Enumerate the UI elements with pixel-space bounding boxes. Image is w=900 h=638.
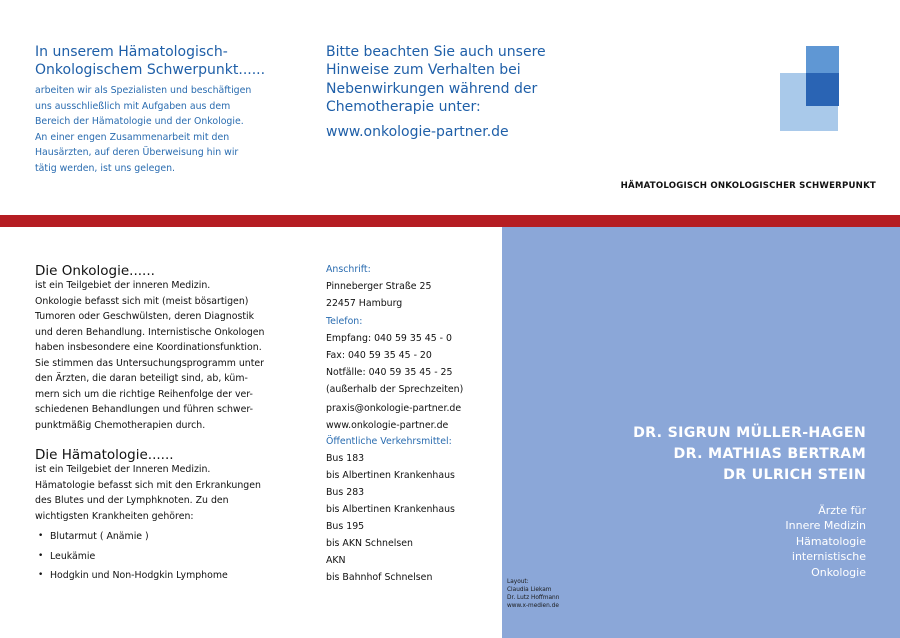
onkologie-line: Sie stimmen das Untersuchungsprogramm unter — [35, 357, 265, 369]
onkologie-line: schiedenen Behandlungen und führen schwer- — [35, 404, 253, 415]
contact-column — [326, 262, 501, 586]
specialty-line: Onkologie — [811, 565, 866, 579]
red-divider-band — [0, 215, 900, 227]
onkologie-heading: Die Onkologie...... — [35, 263, 155, 279]
credit-line: Dr. Lutz Hoffmann — [507, 595, 560, 601]
specialty-list — [640, 503, 866, 580]
specialty-line: internistische — [791, 550, 866, 564]
address-label: Anschrift: — [326, 264, 371, 275]
transit-line: bis Albertinen Krankenhaus — [326, 470, 455, 481]
haematologie-line: wichtigsten Krankheiten gehören: — [35, 510, 194, 522]
credit-line: Layout: — [507, 579, 529, 585]
intro-body-line: Hausärzten, auf deren Überweisung hin wir — [35, 147, 239, 159]
notice-text — [326, 43, 566, 116]
list-item: • Leukämie — [35, 547, 228, 567]
specialty-line: Hämatologie — [795, 534, 866, 548]
transit-label: Öffentliche Verkehrsmittel: — [326, 436, 452, 447]
onkologie-line: punktmäßig Chemotherapien durch. — [35, 419, 206, 431]
website-link[interactable]: www.onkologie-partner.de — [326, 420, 449, 431]
phone-line: Empfang: 040 59 35 45 - 0 — [326, 333, 453, 344]
specialty-line: Innere Medizin — [785, 519, 866, 533]
transit-line: bis Bahnhof Schnelsen — [326, 572, 433, 583]
onkologie-body — [35, 278, 295, 433]
haematologie-line: des Blutes und der Lymphknoten. Zu den — [35, 495, 229, 506]
email-link[interactable]: praxis@onkologie-partner.de — [326, 403, 462, 414]
onkologie-line: und deren Behandlung. Internistische Onkologen — [35, 326, 265, 338]
phone-line: Notfälle: 040 59 35 45 - 25 — [326, 367, 453, 378]
intro-body-line: An einer engen Zusammenarbeit mit den — [35, 131, 230, 143]
transit-line: Bus 195 — [326, 521, 365, 532]
doctor-name: DR. SIGRUN MÜLLER-HAGEN — [633, 425, 866, 441]
logo-square-dark — [806, 73, 839, 106]
notice-line: Hinweise zum Verhalten bei — [326, 62, 521, 79]
tagline: HÄMATOLOGISCH ONKOLOGISCHER SCHWERPUNKT — [620, 181, 876, 191]
phone-label: Telefon: — [326, 316, 363, 327]
onkologie-line: Tumoren oder Geschwülsten, deren Diagnostik — [35, 311, 255, 322]
logo-square-mid — [806, 46, 839, 73]
intro-body-line: uns ausschließlich mit Aufgaben aus dem — [35, 100, 231, 112]
list-item: • Blutarmut ( Anämie ) — [35, 527, 228, 547]
transit-line: bis Albertinen Krankenhaus — [326, 504, 455, 515]
address-line: 22457 Hamburg — [326, 298, 403, 309]
notice-line: Chemotherapie unter: — [326, 98, 481, 115]
intro-body-line: Bereich der Hämatologie und der Onkologie. — [35, 116, 244, 128]
layout-credits — [507, 578, 607, 610]
haematologie-line: Hämatologie befasst sich mit den Erkrankungen — [35, 479, 261, 491]
notice-url-link[interactable]: www.onkologie-partner.de — [326, 124, 509, 140]
onkologie-line: Onkologie befasst sich mit (meist bösartigen) — [35, 295, 249, 307]
haematologie-heading: Die Hämatologie...... — [35, 447, 174, 463]
transit-line: bis AKN Schnelsen — [326, 538, 413, 549]
transit-line: AKN — [326, 555, 346, 566]
transit-line: Bus 283 — [326, 487, 365, 498]
credit-line: www.x-medien.de — [507, 603, 559, 609]
disease-list — [35, 527, 228, 586]
intro-heading-line: In unserem Hämatologisch- — [35, 44, 228, 60]
address-line: Pinneberger Straße 25 — [326, 281, 432, 292]
transit-line: Bus 183 — [326, 453, 365, 464]
doctor-name: DR ULRICH STEIN — [723, 467, 866, 483]
notice-line: Bitte beachten Sie auch unsere — [326, 44, 546, 60]
credit-line: Claudia Liekam — [507, 587, 552, 593]
onkologie-line: haben insbesondere eine Koordinationsfunktion. — [35, 342, 262, 353]
haematologie-body — [35, 462, 295, 524]
intro-heading — [35, 43, 295, 79]
doctor-names — [540, 423, 866, 486]
onkologie-line: ist ein Teilgebiet der inneren Medizin. — [35, 280, 211, 291]
notice-line: Nebenwirkungen während der — [326, 80, 538, 97]
specialty-line: Ärzte für — [818, 504, 866, 517]
onkologie-line: den Ärzten, die daran beteiligt sind, ab, küm- — [35, 373, 248, 384]
haematologie-line: ist ein Teilgebiet der Inneren Medizin. — [35, 464, 211, 475]
doctor-name: DR. MATHIAS BERTRAM — [673, 446, 866, 462]
intro-body — [35, 83, 295, 177]
intro-heading-line: Onkologischem Schwerpunkt...... — [35, 62, 266, 78]
intro-body-line: tätig werden, ist uns gelegen. — [35, 162, 176, 174]
phone-line: (außerhalb der Sprechzeiten) — [326, 384, 464, 395]
list-item: • Hodgkin und Non-Hodgkin Lymphome — [35, 566, 228, 586]
onkologie-line: mern sich um die richtige Reihenfolge der ver- — [35, 388, 253, 400]
intro-body-line: arbeiten wir als Spezialisten und beschäftigen — [35, 85, 252, 96]
phone-line: Fax: 040 59 35 45 - 20 — [326, 350, 432, 361]
